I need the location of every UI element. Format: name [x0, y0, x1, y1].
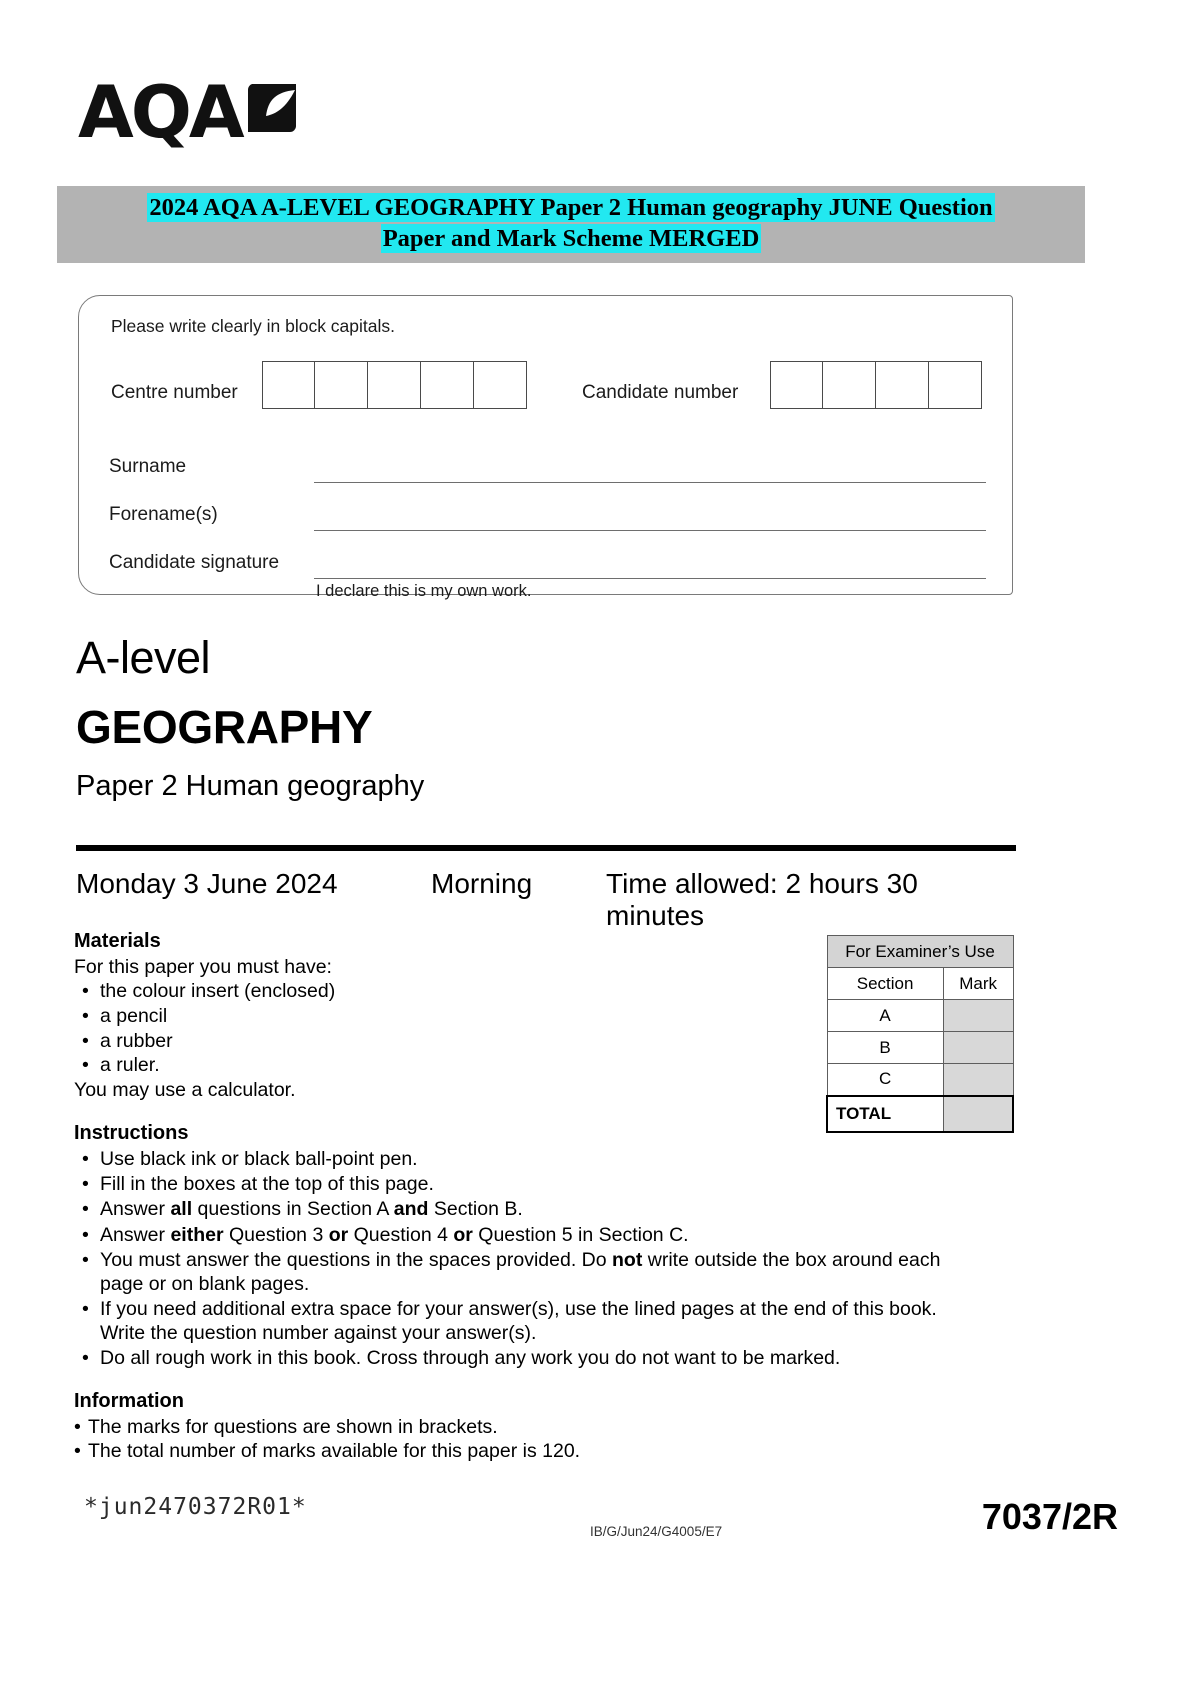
table-row [827, 936, 1013, 968]
materials-heading: Materials [74, 930, 161, 952]
instructions-section [74, 1122, 964, 1372]
centre-number-cell[interactable] [474, 361, 527, 409]
candidate-number-cell[interactable] [876, 361, 929, 409]
column-header-mark: Mark [943, 968, 1013, 1000]
candidate-signature-label: Candidate signature [109, 552, 280, 573]
block-capitals-hint: Please write clearly in block capitals. [111, 316, 396, 336]
centre-number-cell[interactable] [368, 361, 421, 409]
banner-line-1 [57, 192, 1085, 223]
surname-input[interactable] [314, 482, 986, 483]
instructions-heading: Instructions [74, 1122, 189, 1144]
centre-number-label: Centre number [111, 382, 238, 403]
centre-number-cell[interactable] [262, 361, 315, 409]
table-row [827, 1000, 1013, 1032]
banner-line-2-text: Paper and Mark Scheme MERGED [382, 225, 760, 253]
centre-number-cell[interactable] [315, 361, 368, 409]
examiner-use-table [826, 935, 1014, 1133]
banner-line-1-text: 2024 AQA A-LEVEL GEOGRAPHY Paper 2 Human geography JUNE Question [149, 194, 993, 221]
section-label: C [827, 1064, 943, 1096]
list-item: • You must answer the questions in the spaces provided. Do not write outside the box around each page or on blank pages. [100, 1248, 964, 1296]
qualification-level: A-level [76, 632, 211, 683]
barcode-text: *jun2470372R01* [84, 1494, 307, 1520]
mark-entry-cell[interactable] [943, 1000, 1013, 1032]
list-item: • Use black ink or black ball-point pen. [100, 1147, 964, 1171]
materials-footnote: You may use a calculator. [74, 1078, 296, 1101]
paper-code: 7037/2R [981, 1496, 1118, 1537]
candidate-number-cell[interactable] [770, 361, 823, 409]
section-label: A [827, 1000, 943, 1032]
paper-title: Paper 2 Human geography [76, 770, 425, 802]
aqa-logo [78, 70, 298, 154]
mark-entry-cell[interactable] [943, 1064, 1013, 1096]
candidate-details-box [78, 295, 1013, 600]
table-row [827, 1032, 1013, 1064]
list-item: • Answer all questions in Section A and Section B. [100, 1197, 964, 1221]
ib-reference-code: IB/G/Jun24/G4005/E7 [590, 1524, 723, 1539]
declaration-text: I declare this is my own work. [316, 582, 532, 600]
exam-session: Morning [431, 868, 533, 899]
list-item: • The marks for questions are shown in brackets. [88, 1415, 874, 1439]
list-item: • a pencil [100, 1004, 774, 1029]
candidate-number-cell[interactable] [823, 361, 876, 409]
forenames-input[interactable] [314, 530, 986, 531]
list-item: • Do all rough work in this book. Cross through any work you do not want to be marked. [100, 1346, 964, 1370]
exam-date: Monday 3 June 2024 [76, 868, 338, 899]
candidate-signature-input[interactable] [314, 578, 986, 579]
list-item: • The total number of marks available for this paper is 120. [88, 1439, 874, 1463]
aqa-logo-text: AQA [78, 70, 242, 154]
candidate-number-cell[interactable] [929, 361, 982, 409]
document-title-banner [57, 186, 1085, 263]
aqa-leaf-icon [246, 82, 298, 134]
centre-number-cell[interactable] [421, 361, 474, 409]
banner-line-2 [57, 223, 1085, 254]
materials-section [74, 930, 774, 1102]
column-header-section: Section [827, 968, 943, 1000]
table-row [827, 1064, 1013, 1096]
list-item: • Fill in the boxes at the top of this page. [100, 1172, 964, 1196]
horizontal-divider [76, 845, 1016, 851]
mark-entry-cell[interactable] [943, 1032, 1013, 1064]
forenames-label: Forename(s) [109, 504, 218, 525]
information-section [74, 1390, 874, 1464]
examiner-table-title: For Examiner’s Use [827, 936, 1013, 968]
subject-title: GEOGRAPHY [76, 701, 373, 753]
candidate-number-label: Candidate number [582, 382, 739, 403]
exam-schedule-row [76, 868, 1021, 931]
candidate-number-input[interactable] [770, 361, 982, 409]
total-label: TOTAL [827, 1096, 943, 1132]
section-label: B [827, 1032, 943, 1064]
centre-number-input[interactable] [262, 361, 527, 409]
information-list [74, 1415, 874, 1464]
instructions-list [74, 1147, 964, 1371]
exam-time-allowed: Time allowed: 2 hours 30 minutes [606, 868, 918, 931]
table-row [827, 968, 1013, 1000]
materials-intro: For this paper you must have: [74, 956, 332, 978]
list-item: • Answer either Question 3 or Question 4 or Question 5 in Section C. [100, 1223, 964, 1247]
list-item: • the colour insert (enclosed) [100, 979, 774, 1004]
materials-list [74, 979, 774, 1077]
list-item: • a ruler. [100, 1053, 774, 1078]
list-item: • a rubber [100, 1029, 774, 1054]
list-item: • If you need additional extra space for your answer(s), use the lined pages at the end of this book. Write the question number against your answer(s). [100, 1297, 964, 1345]
surname-label: Surname [109, 456, 187, 477]
information-heading: Information [74, 1390, 184, 1412]
